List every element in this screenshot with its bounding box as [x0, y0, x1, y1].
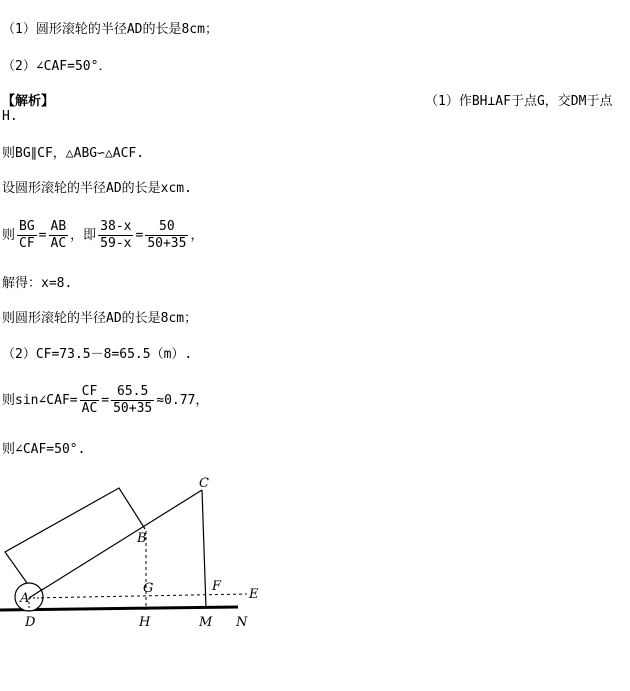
ratio-prefix: 则: [2, 228, 16, 243]
label-M: M: [199, 615, 213, 630]
fraction-numerator: 38-x: [100, 219, 132, 234]
line-cm: [202, 490, 206, 608]
line-ae-dashed: [29, 594, 247, 598]
conclusion-2: 则∠CAF=50°.: [2, 442, 86, 457]
label-B: B: [137, 531, 147, 546]
line-ac: [29, 490, 202, 598]
label-D: D: [25, 615, 36, 630]
fraction-denominator: 50+35: [113, 401, 153, 416]
analysis-step1: （1）作BH⊥AF于点G，交DM于点: [425, 94, 613, 109]
answer-line-2: （2）∠CAF=50°．: [2, 59, 112, 74]
equals-sign: =: [135, 228, 144, 243]
fraction-numerator: 65.5: [111, 384, 154, 401]
parallel-statement: 则BG∥CF，△ABG∽△ACF.: [2, 146, 145, 161]
fraction-denominator: AC: [81, 401, 98, 416]
answer-line-1: （1）圆形滚轮的半径AD的长是8cm；: [2, 22, 218, 37]
namely-text: ，即: [70, 228, 97, 243]
label-A: A: [20, 591, 30, 606]
fraction-numerator: AB: [50, 219, 67, 234]
part2-statement: （2）CF=73.5－8=65.5（m）.: [2, 347, 193, 362]
analysis-step1-cont: H.: [2, 109, 18, 124]
fraction-numerator: 50: [145, 219, 188, 236]
analysis-header: 【解析】: [2, 94, 55, 109]
sin-prefix: 则sin∠CAF=: [2, 393, 78, 408]
equals-sign: =: [101, 393, 110, 408]
solve-statement: 解得：x=8.: [2, 276, 73, 291]
label-H: H: [139, 615, 151, 630]
comma: ，: [190, 228, 204, 243]
approx-value: ≈0.77，: [156, 393, 209, 408]
fraction-numerator: BG: [19, 219, 35, 234]
label-G: G: [143, 581, 154, 596]
label-N: N: [236, 615, 248, 630]
label-E: E: [249, 587, 259, 602]
equals-sign: =: [38, 228, 47, 243]
label-C: C: [199, 476, 209, 491]
fraction-denominator: AC: [50, 236, 67, 251]
label-F: F: [212, 579, 222, 594]
fraction-numerator: CF: [81, 384, 98, 399]
fraction-denominator: 50+35: [147, 236, 187, 251]
conclusion-1: 则圆形滚轮的半径AD的长是8cm；: [2, 311, 198, 326]
fraction-denominator: CF: [19, 236, 35, 251]
fraction-denominator: 59-x: [100, 236, 132, 251]
assume-statement: 设圆形滚轮的半径AD的长是xcm.: [2, 181, 192, 196]
